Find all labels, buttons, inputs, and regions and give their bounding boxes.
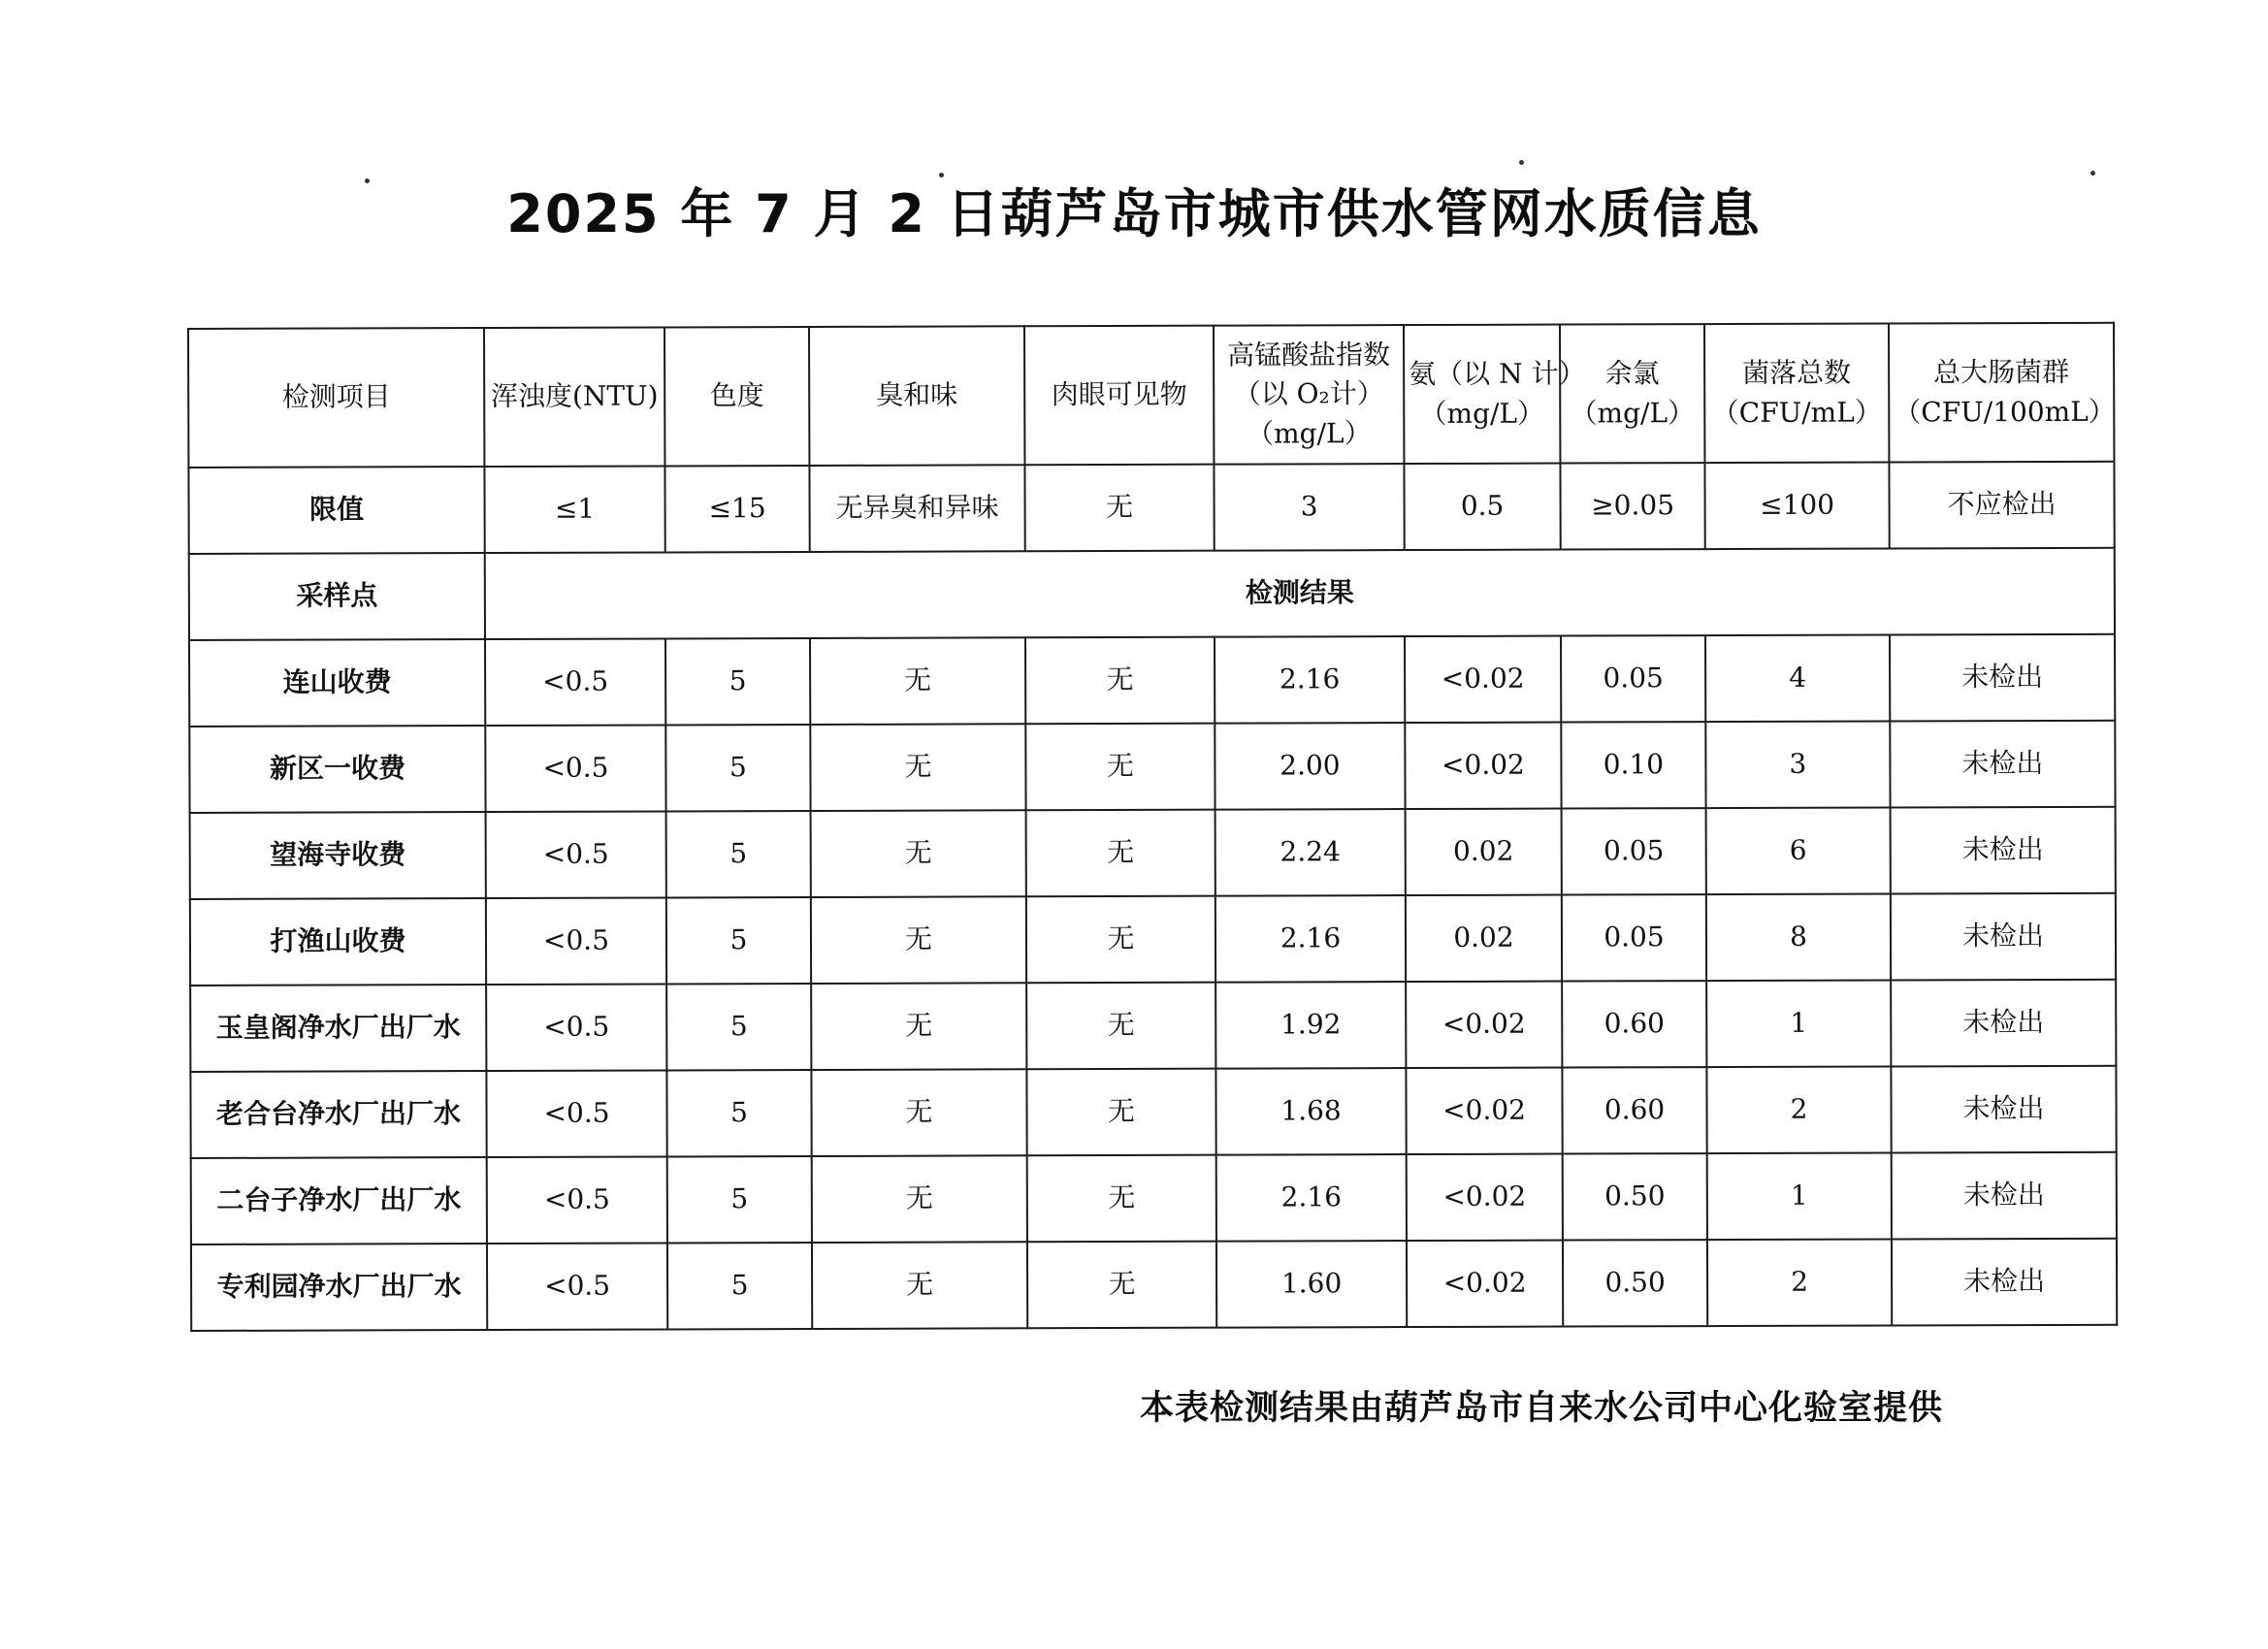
header-item-label: 检测项目	[188, 328, 484, 468]
header-col-4-line-2: （mg/L）	[1247, 416, 1372, 450]
result-cell: 未检出	[1890, 721, 2115, 808]
result-cell: 无	[811, 810, 1026, 897]
site-name: 新区一收费	[189, 726, 485, 813]
result-cell: 5	[667, 1156, 812, 1243]
water-quality-table-container	[187, 322, 2116, 1332]
header-col-4-line-0: 高锰酸盐指数	[1227, 338, 1391, 372]
site-name: 玉皇阁净水厂出厂水	[190, 985, 486, 1072]
limits-row	[188, 462, 2114, 554]
result-cell: 5	[666, 984, 811, 1070]
result-cell: 1	[1706, 980, 1891, 1067]
scan-speck	[1519, 160, 1524, 165]
result-cell: 5	[666, 897, 811, 984]
table-body	[188, 323, 2117, 1331]
header-col-3	[1024, 326, 1214, 466]
header-col-6	[1560, 324, 1704, 463]
table-row	[190, 807, 2116, 899]
result-cell: 2	[1706, 1066, 1891, 1153]
scan-speck	[939, 173, 944, 178]
site-name: 打渔山收费	[190, 898, 486, 986]
result-cell: 3	[1705, 721, 1890, 808]
result-cell: 无	[810, 724, 1025, 811]
header-col-2-line-0: 臭和味	[876, 378, 958, 411]
limit-value-6: ≥0.05	[1560, 463, 1704, 549]
section-row	[189, 548, 2115, 640]
result-cell: 无	[812, 1242, 1027, 1329]
result-cell: <0.5	[486, 984, 666, 1071]
limit-value-4: 3	[1214, 464, 1404, 551]
result-cell: 2.24	[1215, 809, 1406, 896]
scan-speck	[365, 178, 370, 183]
result-cell: 无	[1026, 810, 1215, 897]
site-name: 望海寺收费	[190, 812, 486, 899]
table-row	[190, 980, 2116, 1072]
result-cell: 无	[1027, 1155, 1216, 1243]
header-col-0	[484, 327, 664, 467]
result-cell: 无	[1025, 637, 1215, 725]
result-cell: 0.02	[1406, 809, 1562, 896]
header-col-8-line-0: 总大肠菌群	[1933, 355, 2070, 389]
header-col-4-line-1: （以 O₂计）	[1233, 377, 1384, 410]
header-col-5-line-1: （mg/L）	[1419, 397, 1545, 430]
table-row	[191, 1239, 2117, 1331]
result-cell: 0.60	[1562, 981, 1706, 1067]
result-cell: 未检出	[1891, 893, 2116, 981]
result-cell: 无	[1026, 896, 1215, 984]
header-col-5	[1404, 325, 1586, 465]
result-cell: <0.02	[1406, 1068, 1562, 1155]
header-col-8	[1889, 323, 2114, 463]
result-cell: 6	[1706, 807, 1891, 894]
limit-value-7: ≤100	[1704, 462, 1889, 549]
water-quality-table	[187, 322, 2118, 1332]
result-cell: 1.60	[1216, 1241, 1407, 1328]
result-cell: 未检出	[1891, 807, 2116, 894]
result-cell: 无	[1025, 724, 1215, 811]
site-name: 连山收费	[189, 639, 485, 727]
result-cell: 5	[665, 725, 810, 811]
result-cell: 5	[666, 1070, 811, 1156]
limit-value-5: 0.5	[1404, 464, 1560, 551]
result-cell: <0.5	[487, 1243, 667, 1330]
result-cell: 2.16	[1215, 895, 1406, 983]
result-cell: 1.92	[1215, 982, 1406, 1069]
result-cell: <0.02	[1405, 723, 1561, 810]
result-cell: 1.68	[1215, 1068, 1406, 1155]
table-row	[190, 893, 2116, 986]
result-cell: 5	[666, 811, 811, 897]
header-col-2	[809, 326, 1024, 466]
result-cell: <0.5	[486, 897, 666, 985]
result-cell: 5	[665, 638, 810, 725]
result-cell: 未检出	[1891, 980, 2116, 1067]
header-col-7-line-1: （CFU/mL）	[1711, 396, 1882, 429]
section-label: 采样点	[189, 553, 485, 640]
header-col-6-line-0: 余氯	[1604, 357, 1660, 390]
header-col-3-line-0: 肉眼可见物	[1051, 377, 1187, 411]
header-row	[188, 323, 2114, 468]
result-cell: 无	[1026, 983, 1215, 1070]
table-row	[190, 1066, 2116, 1158]
result-cell: <0.02	[1405, 636, 1561, 724]
scan-speck	[2090, 171, 2095, 176]
header-col-8-line-1: （CFU/100mL）	[1894, 395, 2116, 428]
limit-value-8: 不应检出	[1889, 462, 2114, 549]
header-col-6-line-1: （mg/L）	[1570, 396, 1696, 430]
table-row	[191, 1152, 2117, 1245]
header-col-7	[1704, 323, 1889, 463]
limit-value-2: 无异臭和异味	[809, 465, 1024, 552]
result-cell: 0.50	[1563, 1240, 1707, 1326]
result-cell: <0.5	[486, 811, 666, 898]
limit-value-3: 无	[1024, 465, 1214, 552]
header-col-0-line-0: 浑浊度(NTU)	[490, 379, 659, 413]
table-row	[189, 634, 2115, 727]
result-cell: 2.00	[1215, 723, 1405, 810]
result-cell: 0.60	[1562, 1067, 1706, 1153]
result-cell: <0.02	[1407, 1154, 1563, 1242]
header-col-1-line-0: 色度	[709, 379, 764, 412]
limit-value-0: ≤1	[484, 466, 664, 553]
result-label: 检测结果	[485, 548, 2115, 639]
result-cell: 0.50	[1563, 1153, 1707, 1240]
header-col-7-line-0: 菌落总数	[1742, 356, 1852, 389]
result-cell: <0.5	[485, 638, 665, 726]
result-cell: 2	[1707, 1239, 1892, 1326]
result-cell: 0.02	[1406, 895, 1562, 983]
header-col-5-line-0: 氨（以 N 计）	[1409, 357, 1586, 390]
result-cell: 无	[811, 1069, 1026, 1156]
result-cell: 未检出	[1892, 1239, 2117, 1326]
result-cell: 8	[1706, 893, 1891, 981]
result-cell: 0.05	[1562, 808, 1706, 894]
result-cell: <0.5	[485, 725, 665, 812]
footer-note: 本表检测结果由葫芦岛市自来水公司中心化验室提供	[1140, 1389, 1944, 1428]
result-cell: 5	[667, 1243, 812, 1329]
result-cell: 无	[812, 1155, 1027, 1243]
result-cell: 无	[811, 896, 1026, 984]
result-cell: 无	[811, 983, 1026, 1070]
result-cell: 无	[1027, 1242, 1216, 1329]
result-cell: 未检出	[1892, 1152, 2117, 1240]
result-cell: 0.10	[1561, 722, 1705, 808]
result-cell: <0.5	[487, 1156, 667, 1244]
site-name: 专利园净水厂出厂水	[191, 1244, 487, 1331]
result-cell: 无	[1026, 1069, 1215, 1156]
site-name: 老合台净水厂出厂水	[190, 1071, 486, 1158]
result-cell: <0.02	[1406, 982, 1562, 1069]
result-cell: <0.5	[486, 1070, 666, 1157]
result-cell: 0.05	[1561, 635, 1705, 722]
document-title: 2025 年 7 月 2 日葫芦岛市城市供水管网水质信息	[506, 183, 1762, 244]
result-cell: 2.16	[1215, 636, 1405, 724]
result-cell: 0.05	[1562, 894, 1706, 981]
result-cell: 2.16	[1216, 1154, 1407, 1242]
result-cell: 1	[1707, 1152, 1892, 1240]
limits-label: 限值	[188, 467, 484, 554]
header-col-1	[664, 327, 809, 466]
header-col-4	[1214, 325, 1404, 465]
table-row	[189, 721, 2115, 813]
result-cell: 未检出	[1891, 1066, 2116, 1153]
result-cell: <0.02	[1407, 1241, 1563, 1328]
result-cell: 未检出	[1890, 634, 2115, 722]
limit-value-1: ≤15	[664, 466, 809, 552]
result-cell: 无	[810, 637, 1025, 725]
result-cell: 4	[1705, 634, 1890, 722]
site-name: 二台子净水厂出厂水	[191, 1157, 487, 1245]
